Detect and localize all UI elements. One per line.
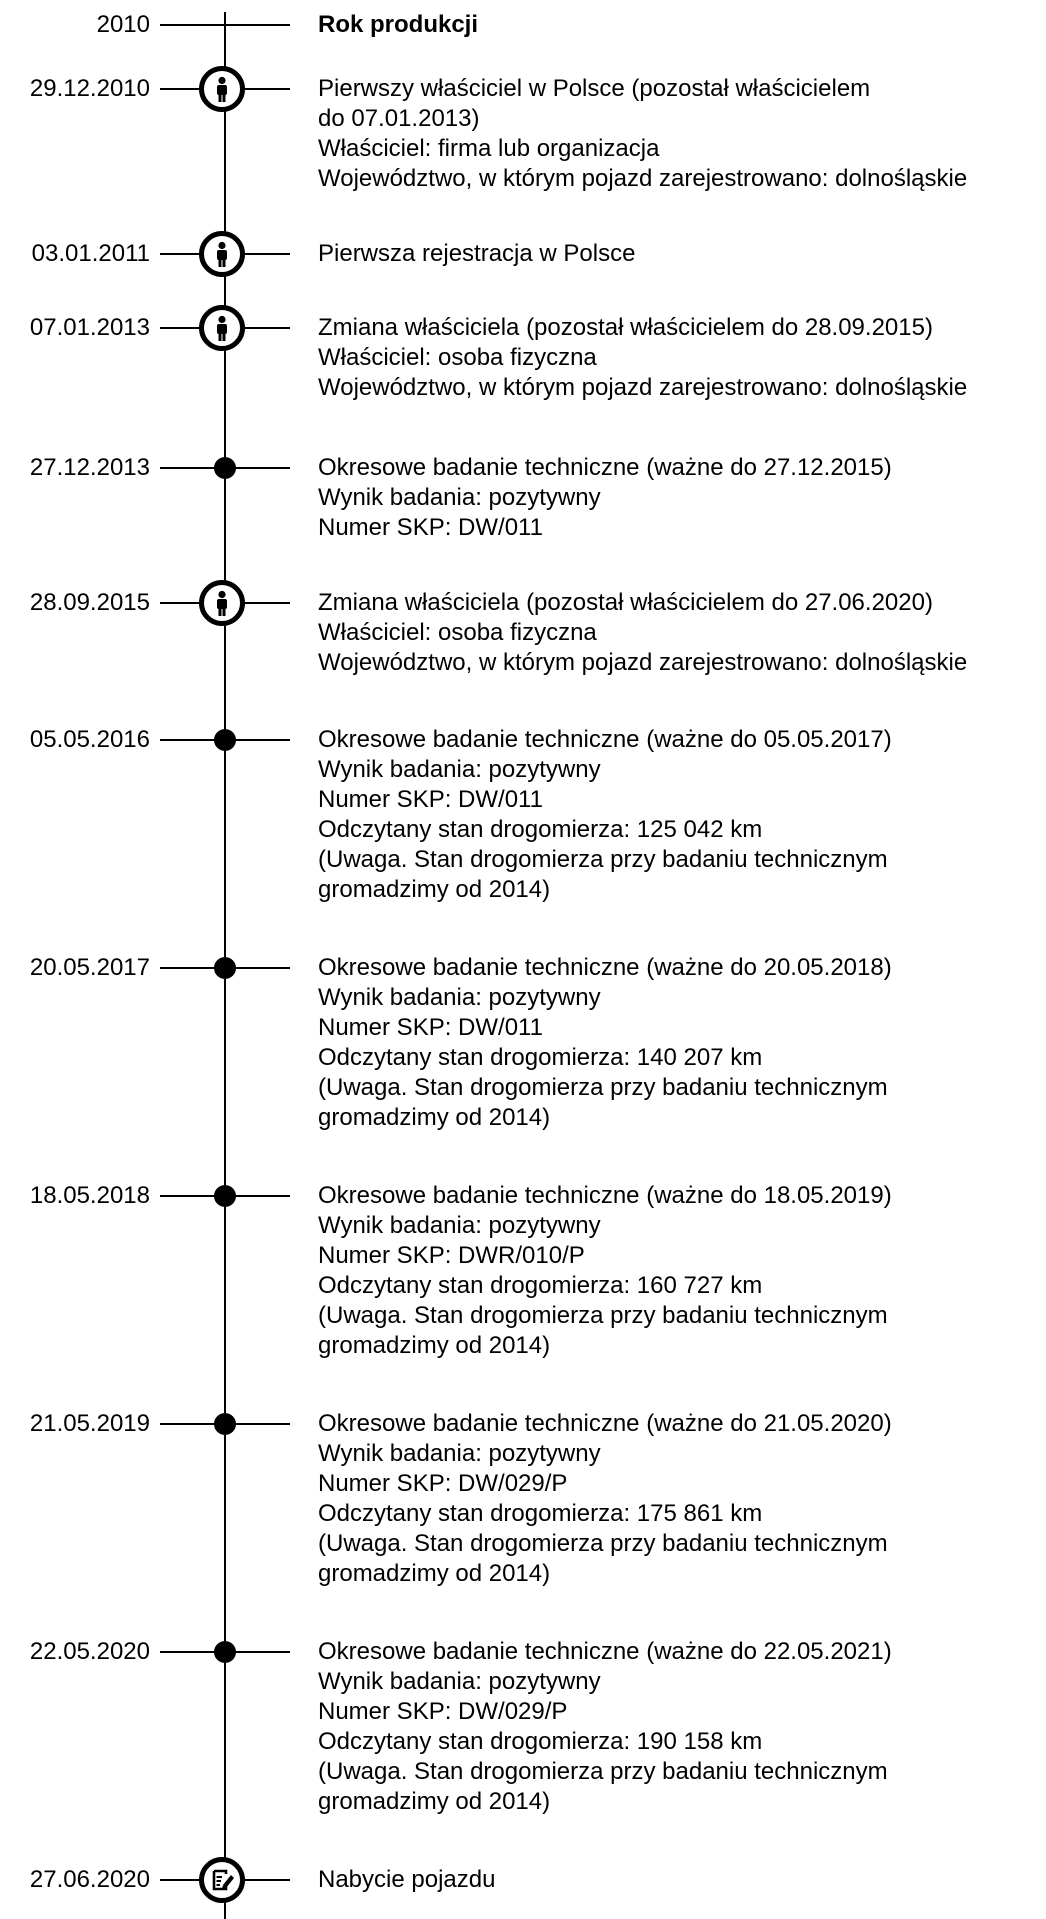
entry-line: do 07.01.2013) [318, 105, 480, 132]
entry-line: Numer SKP: DW/011 [318, 514, 543, 541]
entry-description [318, 588, 1046, 678]
timeline-dot-marker [214, 457, 236, 479]
entry-description [318, 725, 1046, 905]
entry-line: Wynik badania: pozytywny [318, 1668, 601, 1695]
connector-line-left [160, 24, 224, 26]
entry-line: Zmiana właściciela (pozostał właścicielem do 28.09.2015) [318, 314, 933, 341]
entry-line: Okresowe badanie techniczne (ważne do 21.05.2020) [318, 1410, 892, 1437]
entry-line: Wynik badania: pozytywny [318, 1440, 601, 1467]
entry-description [318, 953, 1046, 1133]
entry-date: 05.05.2016 [29, 726, 150, 753]
person-icon [199, 580, 245, 626]
entry-line: Okresowe badanie techniczne (ważne do 22.05.2021) [318, 1638, 892, 1665]
entry-date: 07.01.2013 [29, 314, 150, 341]
entry-line: gromadzimy od 2014) [318, 1788, 551, 1815]
entry-description [318, 74, 1046, 194]
production-year-label: Rok produkcji [318, 11, 479, 38]
entry-line: Numer SKP: DW/011 [318, 1014, 543, 1041]
entry-description [318, 1865, 1046, 1895]
entry-line: Odczytany stan drogomierza: 125 042 km [318, 816, 763, 843]
entry-line: Właściciel: osoba fizyczna [318, 619, 597, 646]
entry-line: gromadzimy od 2014) [318, 1332, 551, 1359]
entry-line: Odczytany stan drogomierza: 160 727 km [318, 1272, 763, 1299]
entry-line: Nabycie pojazdu [318, 1866, 496, 1893]
timeline-dot-marker [214, 1413, 236, 1435]
entry-line: Województwo, w którym pojazd zarejestrowano: dolnośląskie [318, 165, 968, 192]
entry-line: (Uwaga. Stan drogomierza przy badaniu technicznym [318, 1530, 888, 1557]
entry-line: (Uwaga. Stan drogomierza przy badaniu technicznym [318, 846, 888, 873]
entry-line: Pierwszy właściciel w Polsce (pozostał właścicielem [318, 75, 871, 102]
entry-line: Wynik badania: pozytywny [318, 1212, 601, 1239]
person-icon [199, 231, 245, 277]
entry-line: Numer SKP: DWR/010/P [318, 1242, 585, 1269]
entry-date: 2010 [96, 11, 150, 38]
entry-line: Okresowe badanie techniczne (ważne do 18.05.2019) [318, 1182, 892, 1209]
entry-line: gromadzimy od 2014) [318, 876, 551, 903]
entry-date: 27.12.2013 [29, 454, 150, 481]
entry-date: 22.05.2020 [29, 1638, 150, 1665]
entry-date: 27.06.2020 [29, 1866, 150, 1893]
timeline-dot-marker [214, 1641, 236, 1663]
entry-date: 03.01.2011 [31, 240, 150, 267]
entry-description [318, 453, 1046, 543]
person-icon [199, 66, 245, 112]
entry-line: Województwo, w którym pojazd zarejestrowano: dolnośląskie [318, 649, 968, 676]
entry-line: Województwo, w którym pojazd zarejestrowano: dolnośląskie [318, 374, 968, 401]
entry-line: gromadzimy od 2014) [318, 1560, 551, 1587]
entry-line: Zmiana właściciela (pozostał właścicielem do 27.06.2020) [318, 589, 933, 616]
entry-line: Odczytany stan drogomierza: 175 861 km [318, 1500, 763, 1527]
entry-line: Okresowe badanie techniczne (ważne do 05.05.2017) [318, 726, 892, 753]
entry-description [318, 1181, 1046, 1361]
entry-line: Numer SKP: DW/029/P [318, 1698, 568, 1725]
entry-description [318, 1637, 1046, 1817]
entry-date: 18.05.2018 [29, 1182, 150, 1209]
document-edit-icon [199, 1857, 245, 1903]
person-icon [199, 305, 245, 351]
timeline-dot-marker [214, 729, 236, 751]
entry-line: Wynik badania: pozytywny [318, 484, 601, 511]
timeline-dot-marker [214, 957, 236, 979]
entry-date: 28.09.2015 [29, 589, 150, 616]
entry-line: Właściciel: osoba fizyczna [318, 344, 597, 371]
entry-line: Wynik badania: pozytywny [318, 756, 601, 783]
entry-line: Właściciel: firma lub organizacja [318, 135, 660, 162]
entry-line: Numer SKP: DW/029/P [318, 1470, 568, 1497]
entry-description [318, 1409, 1046, 1589]
entry-line: Wynik badania: pozytywny [318, 984, 601, 1011]
entry-date: 21.05.2019 [29, 1410, 150, 1437]
entry-line: Okresowe badanie techniczne (ważne do 20.05.2018) [318, 954, 892, 981]
entry-line: Odczytany stan drogomierza: 140 207 km [318, 1044, 763, 1071]
entry-line: (Uwaga. Stan drogomierza przy badaniu technicznym [318, 1758, 888, 1785]
entry-line: Okresowe badanie techniczne (ważne do 27.12.2015) [318, 454, 892, 481]
entry-description [318, 10, 1046, 40]
timeline-dot-marker [214, 1185, 236, 1207]
entry-line: gromadzimy od 2014) [318, 1104, 551, 1131]
entry-line: (Uwaga. Stan drogomierza przy badaniu technicznym [318, 1302, 888, 1329]
entry-description [318, 239, 1046, 269]
entry-line: Numer SKP: DW/011 [318, 786, 543, 813]
entry-date: 29.12.2010 [29, 75, 150, 102]
connector-line-right [226, 24, 290, 26]
entry-line: Pierwsza rejestracja w Polsce [318, 240, 636, 267]
entry-description [318, 313, 1046, 403]
entry-line: Odczytany stan drogomierza: 190 158 km [318, 1728, 763, 1755]
entry-date: 20.05.2017 [29, 954, 150, 981]
entry-line: (Uwaga. Stan drogomierza przy badaniu technicznym [318, 1074, 888, 1101]
